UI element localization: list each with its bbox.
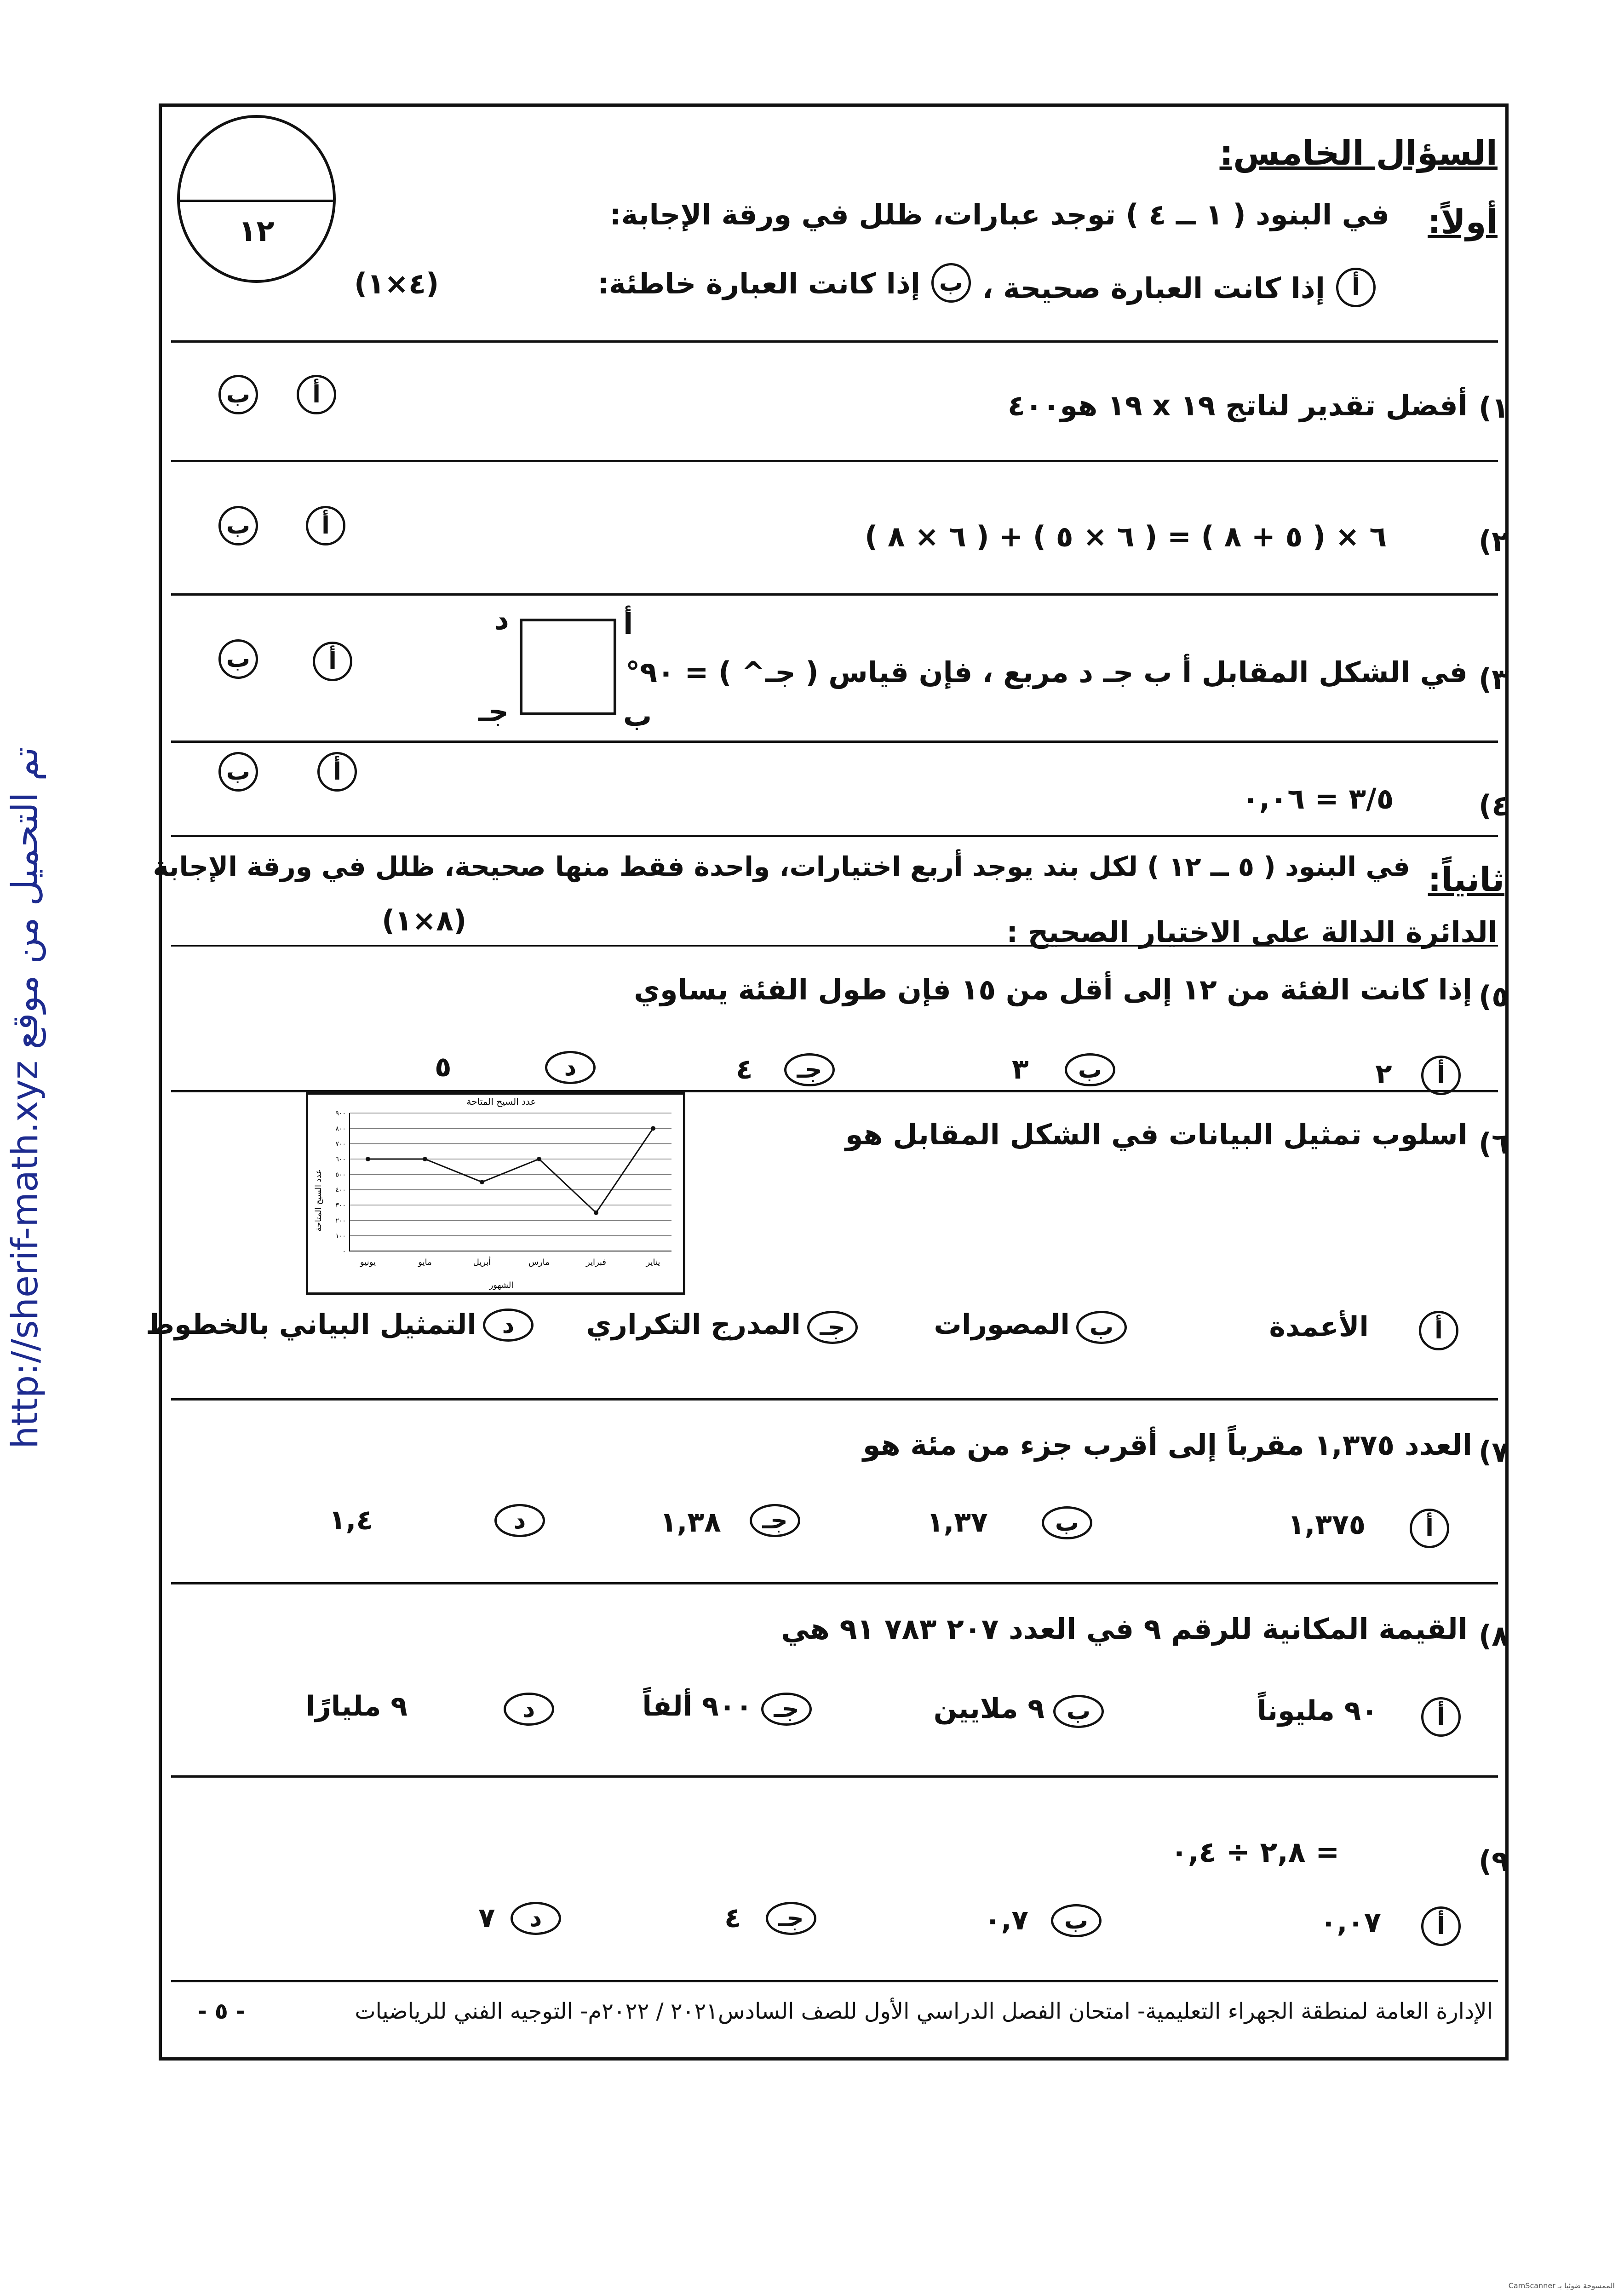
q8-opt-a-text: ٩٠ مليوناً <box>1257 1695 1378 1727</box>
q5-opt-a-circle[interactable]: أ <box>1421 1056 1461 1095</box>
tf4-a[interactable]: أ <box>317 752 357 792</box>
q9-opt-c-text: ٤ <box>724 1902 741 1934</box>
q5-opt-c-circle[interactable]: جـ <box>784 1053 835 1086</box>
page-number: - ٥ - <box>198 1998 245 2024</box>
scanner-mark: CamScanner الممسوحة ضوئيا بـ <box>1508 2281 1615 2290</box>
part1-marks: (٤×١) <box>354 267 439 300</box>
chart-ytick-label: ٩٠٠ <box>335 1110 346 1117</box>
tf-num-4: ٤) <box>1478 789 1509 822</box>
tf4-b[interactable]: ب <box>218 752 258 792</box>
q9-opt-a-circle[interactable]: أ <box>1421 1906 1461 1946</box>
key-a-text: إذا كانت العبارة صحيحة ، <box>982 271 1325 305</box>
part1-instructions: في البنود ( ١ ــ ٤ ) توجد عبارات، ظلل في ورقة الإجابة: <box>609 198 1389 231</box>
q5-text: إذا كانت الفئة من ١٢ إلى أقل من ١٥ فإن طول الفئة يساوي <box>634 973 1472 1006</box>
chart-xtick-label: يناير <box>646 1257 660 1267</box>
chart-ylabel: عدد السيح المتاحة <box>314 1169 323 1232</box>
tf-text-3: في الشكل المقابل أ ب جـ د مربع ، فإن قياس ( جـ^ ) = ٩٠° <box>625 655 1468 689</box>
chart-ytick-label: ٠ <box>342 1248 346 1255</box>
q7-opt-c-text: ١,٣٨ <box>660 1506 721 1538</box>
tf-num-3: ٣) <box>1478 662 1509 696</box>
q9-opt-c-circle[interactable]: جـ <box>766 1902 816 1935</box>
chart-xlabel: الشهور <box>489 1280 514 1290</box>
q7-text: العدد ١,٣٧٥ مقرباً إلى أقرب جزء من مئة هو <box>862 1428 1472 1462</box>
chart-title: عدد السيح المتاحة <box>466 1096 536 1107</box>
chart-point <box>594 1211 598 1215</box>
section-title: السؤال الخامس: <box>1219 133 1498 173</box>
part2-marks: (٨×١) <box>382 904 467 937</box>
chart-xtick-label: أبريل <box>473 1257 491 1267</box>
q9-text: ٢,٨ ÷ ٠,٤ = <box>1171 1835 1340 1869</box>
q7-opt-d-text: ١,٤ <box>329 1504 373 1536</box>
chart-xtick-label: فبراير <box>586 1257 606 1267</box>
chart-point <box>423 1157 427 1161</box>
part2-label: ثانياً: <box>1428 860 1504 899</box>
q7-opt-b-circle[interactable]: ب <box>1042 1506 1092 1539</box>
tf-text-4: ٣/٥ = ٠,٠٦ <box>1242 782 1394 815</box>
tf3-a[interactable]: أ <box>313 642 352 681</box>
side-watermark: http://sherif-math.xyz تم التحميل من موقع <box>5 747 46 1449</box>
q9-num: ٩) <box>1478 1844 1509 1878</box>
chart-xtick-label: مارس <box>528 1257 550 1267</box>
chart-ytick-label: ٨٠٠ <box>335 1125 346 1133</box>
q8-num: ٨) <box>1478 1619 1509 1653</box>
score-oval <box>177 115 336 283</box>
square-label-tr: أ <box>623 607 633 641</box>
part2-instructions-2: الدائرة الدالة على الاختيار الصحيح : <box>1006 915 1498 949</box>
q6-text: اسلوب تمثيل البيانات في الشكل المقابل هو <box>845 1118 1468 1151</box>
tf2-b[interactable]: ب <box>218 506 258 545</box>
q7-opt-d-circle[interactable]: د <box>494 1504 545 1537</box>
square-figure <box>520 619 616 715</box>
q8-opt-b-text: ٩ ملايين <box>933 1693 1044 1725</box>
q8-opt-a-circle[interactable]: أ <box>1421 1697 1461 1737</box>
chart-ytick-label: ٣٠٠ <box>335 1202 346 1209</box>
q6-opt-c-text: المدرج التكراري <box>586 1309 801 1341</box>
q9-opt-b-circle[interactable]: ب <box>1051 1904 1102 1937</box>
q9-opt-b-text: ٠,٧ <box>984 1904 1029 1936</box>
chart-point <box>480 1180 484 1184</box>
q6-opt-a-text: الأعمدة <box>1269 1311 1369 1343</box>
square-label-bl: جـ <box>478 695 509 728</box>
chart-point <box>366 1157 370 1161</box>
tf-text-2: ٦ × ( ٥ + ٨ ) = ( ٦ × ٥ ) + ( ٦ × ٨ ) <box>865 520 1387 553</box>
q6-num: ٦) <box>1478 1127 1509 1160</box>
chart-ytick-label: ٧٠٠ <box>335 1140 346 1148</box>
chart-point <box>537 1157 541 1161</box>
chart-ytick-label: ٢٠٠ <box>335 1217 346 1225</box>
footer-text: الإدارة العامة لمنطقة الجهراء التعليمية- امتحان الفصل الدراسي الأول للصف السادس٢٠٢١ / ٢٠٢٢م- التوجيه الفني للرياضيات <box>355 1998 1493 2024</box>
line-chart-svg <box>308 1095 683 1292</box>
q9-opt-d-text: ٧ <box>478 1902 495 1934</box>
q7-opt-b-text: ١,٣٧ <box>927 1506 988 1538</box>
chart-point <box>651 1126 655 1131</box>
q5-opt-d-circle[interactable]: د <box>545 1051 596 1084</box>
tf2-a[interactable]: أ <box>306 506 345 545</box>
chart-axes <box>350 1113 671 1251</box>
tf-num-2: ٢) <box>1478 524 1509 558</box>
q6-opt-b-text: المصورات <box>934 1309 1070 1341</box>
q9-opt-d-circle[interactable]: د <box>511 1902 561 1935</box>
q5-opt-b-text: ٣ <box>1012 1053 1029 1085</box>
key-b-circle: ب <box>931 263 971 303</box>
q8-opt-d-circle[interactable]: د <box>504 1693 554 1726</box>
q7-opt-a-circle[interactable]: أ <box>1410 1509 1449 1548</box>
chart-ytick-label: ١٠٠ <box>335 1232 346 1240</box>
score-total: ١٢ <box>238 214 275 248</box>
q9-opt-a-text: ٠,٠٧ <box>1320 1906 1381 1939</box>
tf1-b[interactable]: ب <box>218 375 258 414</box>
q5-num: ٥) <box>1478 980 1509 1013</box>
q5-opt-d-text: ٥ <box>435 1051 452 1083</box>
q7-num: ٧) <box>1478 1435 1509 1469</box>
square-label-tl: د <box>494 603 509 636</box>
q5-opt-c-text: ٤ <box>736 1053 753 1085</box>
q8-opt-c-text: ٩٠٠ ألفاً <box>642 1690 752 1722</box>
chart-series-line <box>368 1128 653 1212</box>
q5-opt-b-circle[interactable]: ب <box>1065 1053 1115 1086</box>
q8-opt-b-circle[interactable]: ب <box>1053 1695 1104 1728</box>
tf-text-1: أفضل تقدير لناتج ١٩ x ١٩ هو٤٠٠ <box>1008 389 1468 422</box>
q6-opt-a-circle[interactable]: أ <box>1419 1311 1458 1350</box>
q6-opt-b-circle[interactable]: ب <box>1076 1311 1127 1344</box>
q8-opt-d-text: ٩ مليارًا <box>305 1690 407 1722</box>
q6-opt-c-circle[interactable]: جـ <box>807 1311 858 1344</box>
q6-opt-d-circle[interactable]: د <box>483 1309 534 1342</box>
chart-ytick-label: ٦٠٠ <box>335 1156 346 1163</box>
chart-xtick-label: يونيو <box>360 1257 376 1267</box>
key-b-text: إذا كانت العبارة خاطئة: <box>597 267 920 300</box>
chart-ytick-label: ٤٠٠ <box>335 1186 346 1194</box>
q6-opt-d-text: التمثيل البياني بالخطوط <box>145 1309 476 1341</box>
part1-label: أولاً: <box>1428 202 1498 241</box>
chart-xtick-label: مايو <box>418 1257 432 1267</box>
q8-text: القيمة المكانية للرقم ٩ في العدد ٢٠٧ ٧٨٣ ٩١ هي <box>781 1612 1468 1646</box>
key-a-circle: أ <box>1336 268 1376 307</box>
square-label-br: ب <box>623 699 652 733</box>
tf-num-1: ١) <box>1478 391 1509 425</box>
line-chart <box>306 1092 685 1295</box>
part2-instructions: في البنود ( ٥ ــ ١٢ ) لكل بند يوجد أربع اختيارات، واحدة فقط منها صحيحة، ظلل في ورقة الإجابة <box>153 851 1410 882</box>
q5-opt-a-text: ٢ <box>1375 1058 1392 1090</box>
chart-ytick-label: ٥٠٠ <box>335 1171 346 1179</box>
q7-opt-c-circle[interactable]: جـ <box>750 1504 800 1537</box>
q8-opt-c-circle[interactable]: جـ <box>761 1693 812 1726</box>
tf1-a[interactable]: أ <box>297 375 336 414</box>
q7-opt-a-text: ١,٣٧٥ <box>1288 1509 1366 1541</box>
tf3-b[interactable]: ب <box>218 639 258 679</box>
